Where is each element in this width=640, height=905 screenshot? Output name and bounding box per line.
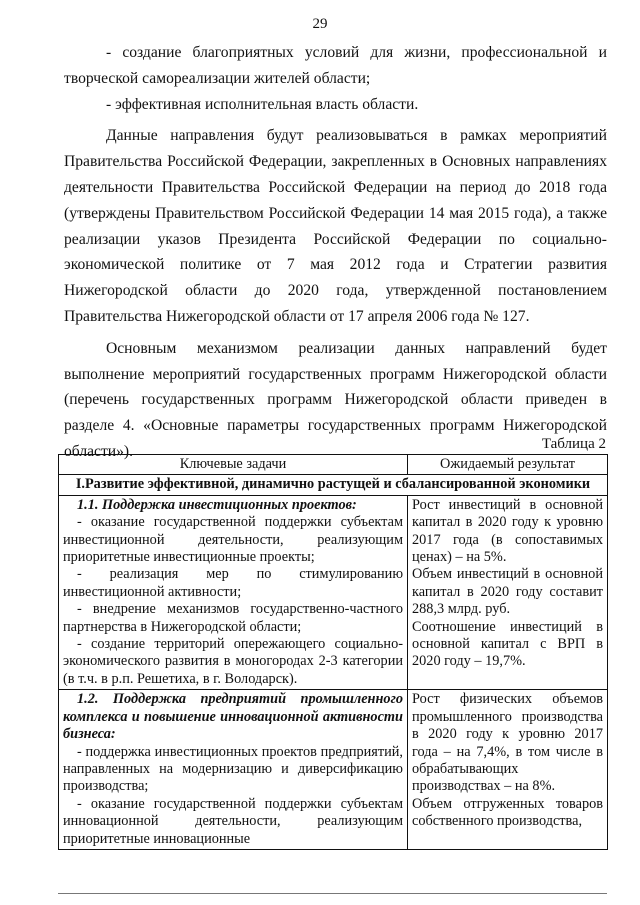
table-row [59, 690, 608, 850]
tasks-cell [59, 495, 408, 689]
body-text [64, 40, 607, 465]
task-title: 1.2. Поддержка предприятий промышленного комплекса и повышение инновационной активности бизнеса: [63, 691, 403, 743]
section-row [59, 475, 608, 495]
section-title: I.Развитие эффективной, динамично растущей и сбалансированной экономики [59, 475, 608, 495]
task-item: - реализация мер по стимулированию инвестиционной активности; [63, 566, 403, 600]
task-item: - внедрение механизмов государственно-частного партнерства в Нижегородской области; [63, 601, 403, 635]
result-item: Объем отгруженных товаров собственного производства, [412, 795, 603, 830]
tasks-cell [59, 690, 408, 850]
table-header-row [59, 455, 608, 475]
page-number: 29 [312, 16, 328, 32]
results-cell [408, 690, 608, 850]
result-item: Рост инвестиций в основной капитал в 2020 году к уровню 2017 года (в сопоставимых ценах) – на 5%. [412, 496, 603, 566]
task-item: - поддержка инвестиционных проектов предприятий, направленных на модернизацию и диверсификацию производства; [63, 743, 403, 795]
task-item: - создание территорий опережающего социально-экономического развития в моногородах 2-3 категории (в т.ч. в р.п. Решетиха, в г. Володарск). [63, 636, 403, 687]
key-tasks-table [58, 454, 608, 850]
paragraph: Данные направления будут реализовываться в рамках мероприятий Правительства Российской Федерации, закрепленных в Основных направлениях деятельности Правительства Российской Федерации на период до 2018 года (утверждены Правительством Российской Федерации 14 мая 2015 года), а также реализации указов Президента Российской Федерации по социально-экономической политике от 7 мая 2012 года и Стратегии развития Нижегородской области до 2020 года, утвержденной постановлением Правительства Нижегородской области от 17 апреля 2006 года № 127. [64, 127, 607, 325]
column-header-tasks: Ключевые задачи [59, 455, 408, 475]
page-bottom-margin [0, 862, 640, 905]
task-item: - оказание государственной поддержки субъектам инвестиционной деятельности, реализующим приоритетные инвестиционные проекты; [63, 514, 403, 566]
result-item: Рост физических объемов промышленного производства в 2020 году к уровню 2017 года – на 7,4%, в том числе в обрабатывающих производствах – на 8%. [412, 691, 603, 795]
paragraph: - создание благоприятных условий для жизни, профессиональной и творческой самореализации жителей области; [64, 44, 607, 87]
task-item: - оказание государственной поддержки субъектам инновационной деятельности, реализующим приоритетные инновационные [63, 795, 403, 847]
paragraph: - эффективная исполнительная власть области. [106, 95, 419, 113]
column-header-results: Ожидаемый результат [408, 455, 608, 475]
results-cell [408, 495, 608, 689]
table-row [59, 495, 608, 689]
task-title: 1.1. Поддержка инвестиционных проектов: [77, 496, 357, 513]
footer-rule [58, 893, 607, 894]
result-item: Объем инвестиций в основной капитал в 2020 году составит 288,3 млрд. руб. [412, 566, 603, 618]
paragraph: Основным механизмом реализации данных направлений будет выполнение мероприятий государственных программ Нижегородской области (перечень государственных программ Нижегородской области приведен в разделе 4. «Основные параметры государственных программ Нижегородской области»). [64, 339, 607, 460]
result-item: Соотношение инвестиций в основной капитал с ВРП в 2020 году – 19,7%. [412, 618, 603, 670]
table-caption: Таблица 2 [541, 436, 606, 452]
